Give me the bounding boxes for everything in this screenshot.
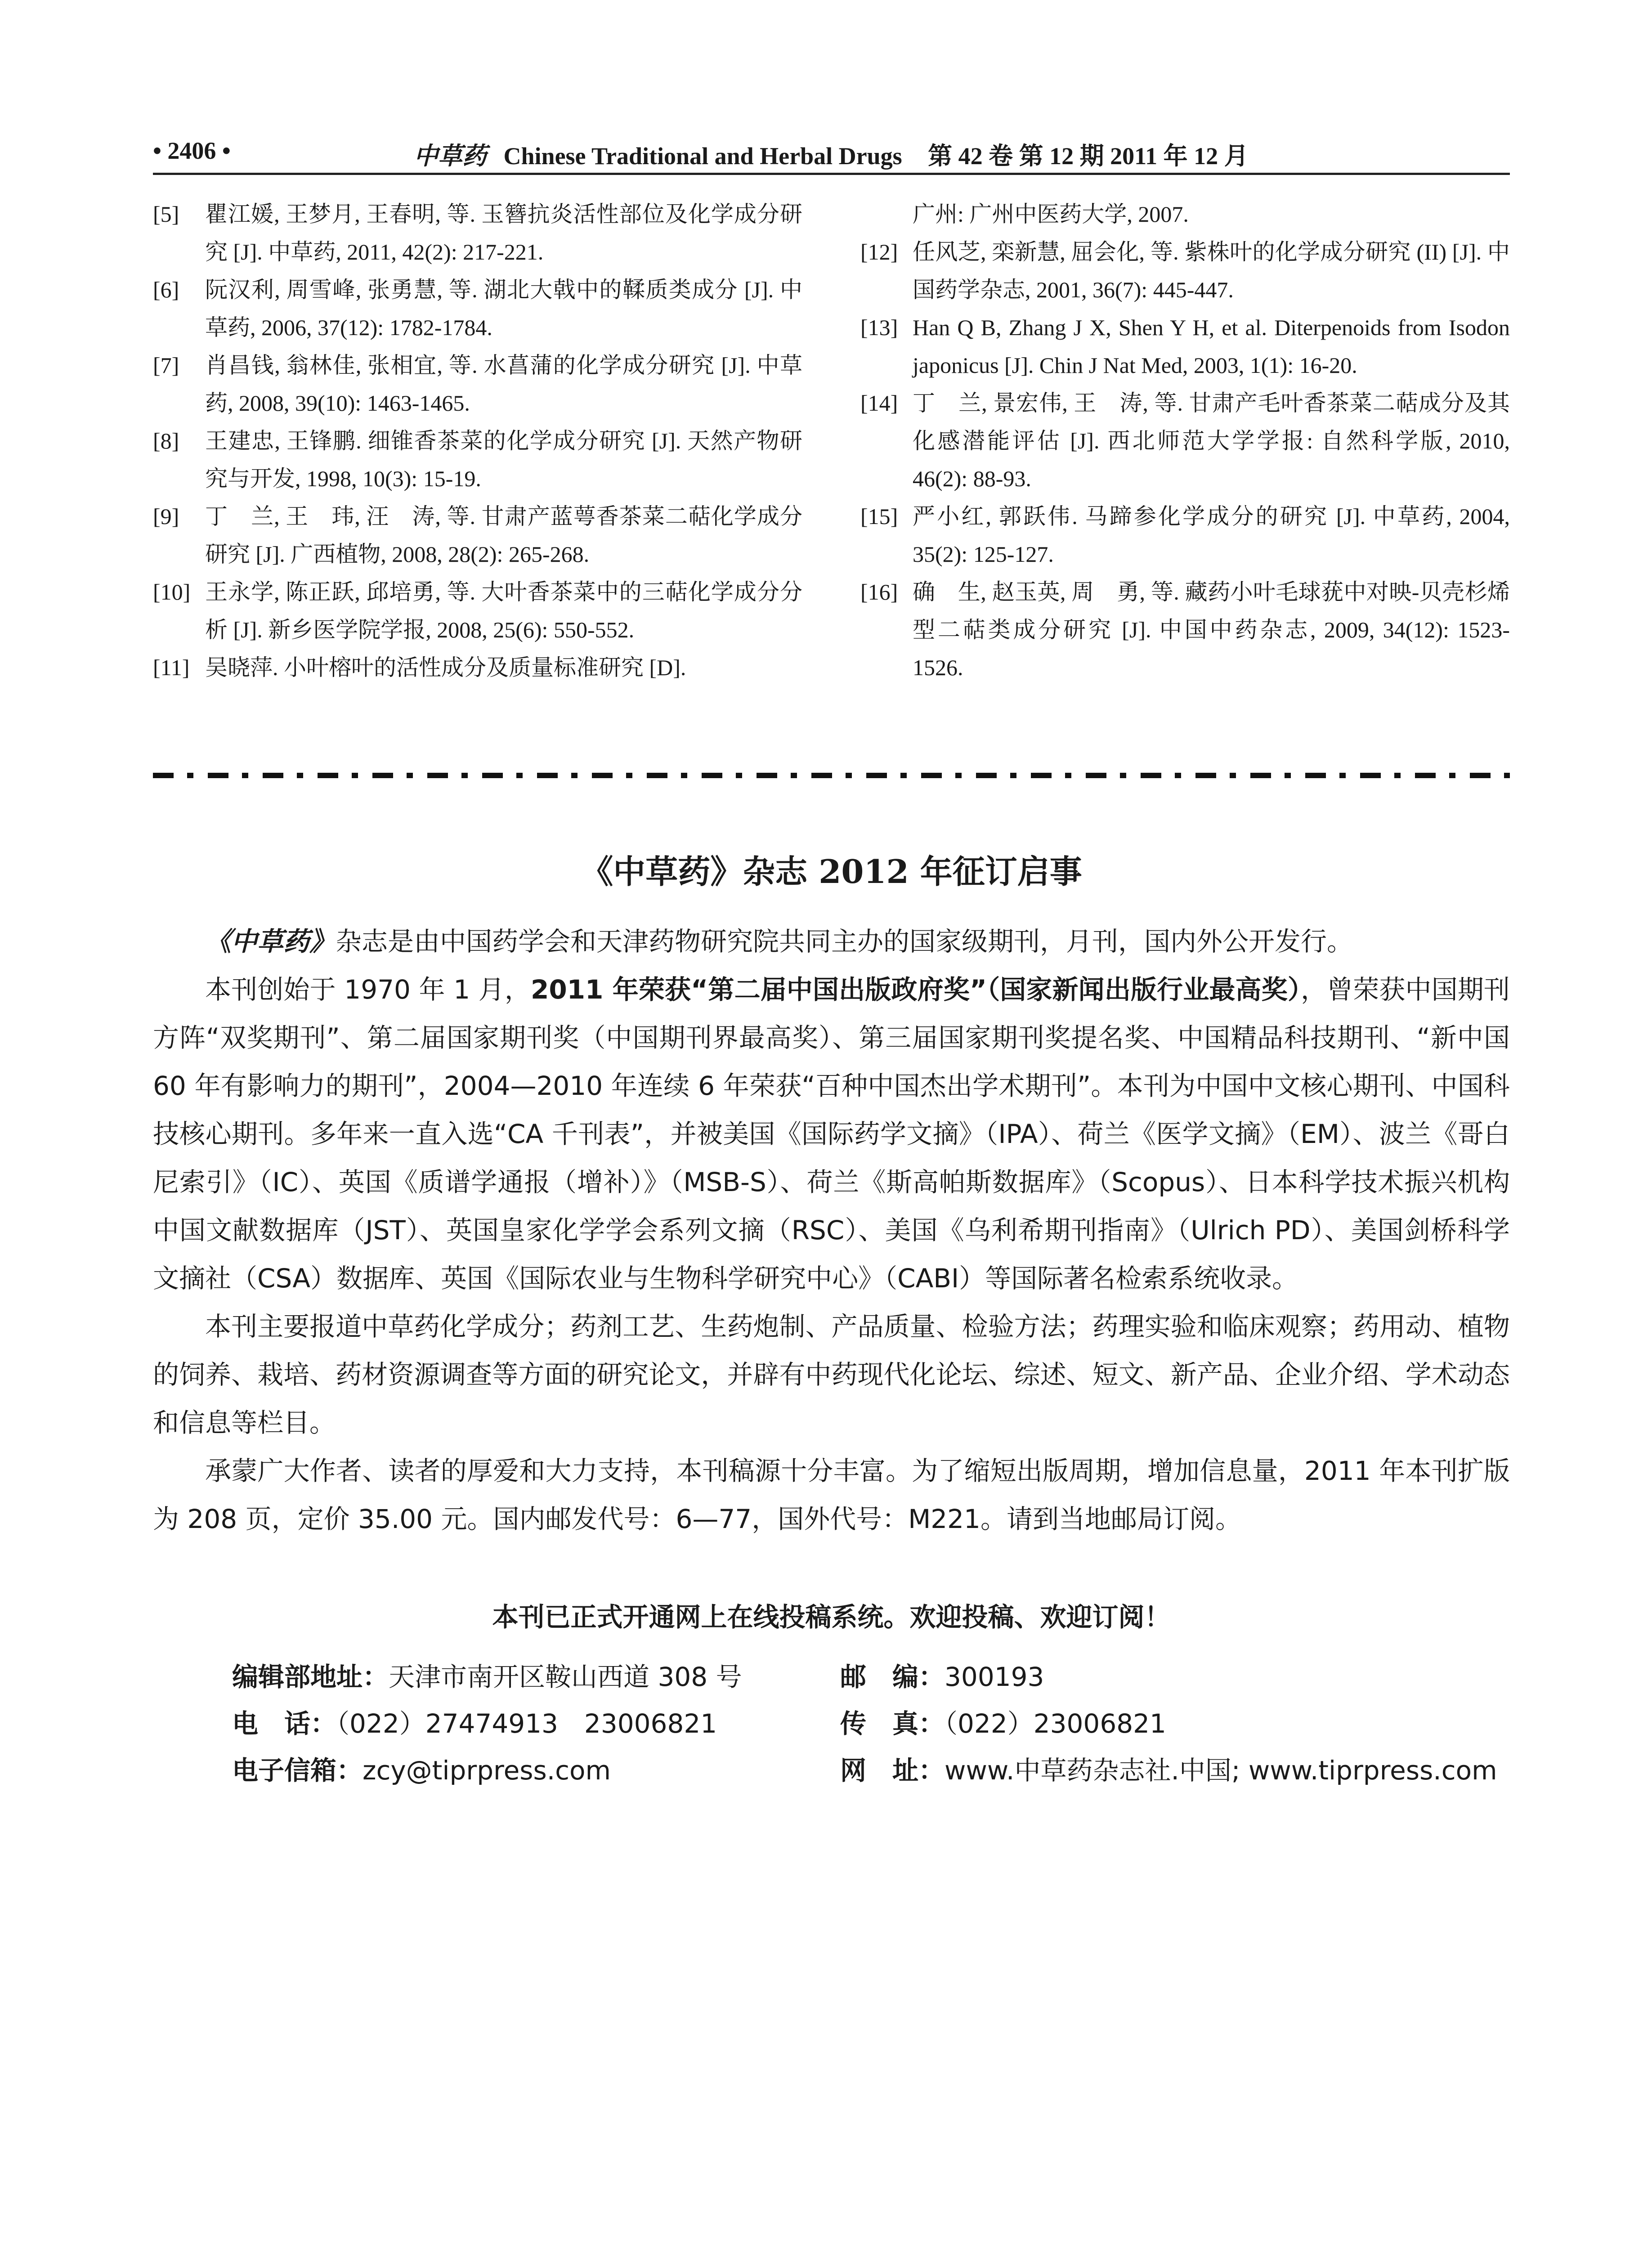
reference-text: 肖昌钱, 翁林佳, 张相宜, 等. 水菖蒲的化学成分研究 [J]. 中草药, 2008, 39(10): 1463-1465. [205, 353, 802, 416]
reference-text: 严小红, 郭跃伟. 马蹄参化学成分的研究 [J]. 中草药, 2004, 35(2): 125-127. [913, 504, 1510, 567]
contact-postcode [840, 1653, 1044, 1700]
reference-text: 丁 兰, 王 玮, 汪 涛, 等. 甘肃产蓝萼香茶菜二萜化学成分研究 [J]. 广西植物, 2008, 28(2): 265-268. [205, 504, 802, 567]
reference-text: 丁 兰, 景宏伟, 王 涛, 等. 甘肃产毛叶香茶菜二萜成分及其化感潜能评估 [J]. 西北师范大学学报: 自然科学版, 2010, 46(2): 88-93. [913, 390, 1510, 491]
contact-label: 网 址： [840, 1755, 945, 1786]
contact-value: www.中草药杂志社.中国; www.tiprpress.com [945, 1755, 1497, 1786]
contact-phone [232, 1700, 717, 1747]
notice-paragraph [153, 918, 1510, 966]
reference-item [860, 233, 1510, 309]
page-number: • 2406 • [153, 137, 231, 164]
contact-fax [840, 1700, 1166, 1747]
paragraph-text: 本刊创始于 1970 年 1 月， [205, 974, 531, 1005]
contact-label: 传 真： [840, 1708, 945, 1739]
reference-number: [12] [860, 239, 898, 264]
contact-value: （022）27474913 23006821 [336, 1708, 717, 1739]
section-divider [153, 773, 1510, 778]
reference-item [153, 271, 802, 346]
reference-item [860, 497, 1510, 573]
reference-number: [13] [860, 315, 898, 340]
reference-item [153, 422, 802, 497]
reference-text: 王建忠, 王锋鹏. 细锥香茶菜的化学成分研究 [J]. 天然产物研究与开发, 1998, 10(3): 15-19. [205, 428, 802, 491]
journal-title-en: Chinese Traditional and Herbal Drugs [503, 143, 902, 170]
contact-value: zcy@tiprpress.com [363, 1755, 611, 1786]
reference-item [153, 346, 802, 422]
contact-value: 天津市南开区鞍山西道 308 号 [389, 1662, 742, 1692]
reference-number: [6] [153, 277, 179, 302]
contact-value: 300193 [945, 1662, 1044, 1692]
award-highlight: 2011 年荣获“第二届中国出版政府奖”（国家新闻出版行业最高奖） [530, 974, 1301, 1005]
reference-number: [9] [153, 504, 179, 529]
reference-number: [15] [860, 504, 898, 529]
notice-title: 《中草药》杂志 2012 年征订启事 [581, 852, 1082, 891]
notice-paragraph: 承蒙广大作者、读者的厚爱和大力支持，本刊稿源十分丰富。为了缩短出版周期，增加信息量，2011 年本刊扩版为 208 页，定价 35.00 元。国内邮发代号：6—77，国外代号：M221。请到当地邮局订阅。 [153, 1456, 1510, 1534]
reference-number: [16] [860, 579, 898, 605]
contact-value: （022）23006821 [945, 1708, 1166, 1739]
reference-item [153, 497, 802, 573]
reference-continuation [860, 195, 1510, 233]
reference-item [860, 384, 1510, 497]
journal-title-cn: 中草药 [414, 143, 487, 170]
submission-announcement: 本刊已正式开通网上在线投稿系统。欢迎投稿、欢迎订阅！ [492, 1602, 1171, 1632]
reference-text: 阮汉利, 周雪峰, 张勇慧, 等. 湖北大戟中的鞣质类成分 [J]. 中草药, 2006, 37(12): 1782-1784. [205, 277, 802, 340]
reference-number: [14] [860, 390, 898, 416]
references-left-column [153, 195, 802, 686]
contact-label: 编辑部地址： [232, 1662, 389, 1692]
journal-title [414, 137, 1249, 171]
header-rule [153, 173, 1510, 175]
contact-address [232, 1653, 742, 1700]
reference-number: [11] [153, 655, 190, 680]
reference-text: 瞿江媛, 王梦月, 王春明, 等. 玉簪抗炎活性部位及化学成分研究 [J]. 中草药, 2011, 42(2): 217-221. [205, 202, 802, 264]
reference-text: 吴晓萍. 小叶榕叶的活性成分及质量标准研究 [D]. [205, 655, 686, 680]
reference-item [153, 195, 802, 271]
reference-text: 广州: 广州中医药大学, 2007. [913, 202, 1189, 227]
reference-number: [7] [153, 353, 179, 378]
references-right-column [860, 195, 1510, 686]
reference-number: [10] [153, 579, 191, 605]
reference-item [860, 309, 1510, 384]
paragraph-text: ，曾荣获中国期刊方阵“双奖期刊”、第二届国家期刊奖（中国期刊界最高奖）、第三届国家期刊奖提名奖、中国精品科技期刊、“新中国 60 年有影响力的期刊”，2004—2010 年连续 6 年荣获“百种中国杰出学术期刊”。本刊为中国中文核心期刊、中国科技核心期刊。多年来一直入选“CA 千刊表”，并被美国《国际药学文摘》（IPA）、荷兰《医学文摘》（EM）、波兰《哥白尼索引》（IC）、英国《质谱学通报（增补）》（MSB-S）、荷兰《斯高帕斯数据库》（Scopus）、日本科学技术振兴机构中国文献数据库（JST）、英国皇家化学学会系列文摘（RSC）、美国《乌利希期刊指南》（Ulrich PD）、美国剑桥科学文摘社（CSA）数据库、英国《国际农业与生物科学研究中心》（CABI）等国际著名检索系统收录。 [153, 974, 1510, 1294]
contact-label: 邮 编： [840, 1662, 945, 1692]
reference-item [153, 573, 802, 649]
journal-name: 《中草药》 [205, 926, 336, 957]
reference-text: 任风芝, 栾新慧, 屈会化, 等. 紫株叶的化学成分研究 (II) [J]. 中国药学杂志, 2001, 36(7): 445-447. [913, 239, 1510, 302]
reference-number: [8] [153, 428, 179, 453]
reference-text: 王永学, 陈正跃, 邱培勇, 等. 大叶香茶菜中的三萜化学成分分析 [J]. 新乡医学院学报, 2008, 25(6): 550-552. [205, 579, 802, 642]
issue-info: 第 42 卷 第 12 期 2011 年 12 月 [928, 143, 1249, 170]
notice-paragraph: 本刊主要报道中草药化学成分；药剂工艺、生药炮制、产品质量、检验方法；药理实验和临床观察；药用动、植物的饲养、栽培、药材资源调查等方面的研究论文，并辟有中药现代化论坛、综述、短文、新产品、企业介绍、学术动态和信息等栏目。 [153, 1311, 1510, 1438]
paragraph-text: 杂志是由中国药学会和天津药物研究院共同主办的国家级期刊，月刊，国内外公开发行。 [336, 926, 1353, 957]
running-header [153, 132, 1510, 173]
reference-text: 确 生, 赵玉英, 周 勇, 等. 藏药小叶毛球莸中对映-贝壳杉烯型二萜类成分研究 [J]. 中国中药杂志, 2009, 34(12): 1523-1526. [913, 579, 1510, 680]
reference-text: Han Q B, Zhang J X, Shen Y H, et al. Diterpenoids from Isodon japonicus [J]. Chin J Nat Med, 2003, 1(1): 16-20. [913, 315, 1510, 378]
contact-label: 电子信箱： [232, 1755, 363, 1786]
contact-email [232, 1747, 611, 1794]
reference-item [860, 573, 1510, 686]
notice-paragraph [153, 966, 1510, 1303]
contact-website [840, 1747, 1497, 1794]
reference-item [153, 649, 802, 686]
contact-label: 电 话： [232, 1708, 337, 1739]
notice-body [153, 918, 1510, 1543]
reference-number: [5] [153, 202, 179, 227]
